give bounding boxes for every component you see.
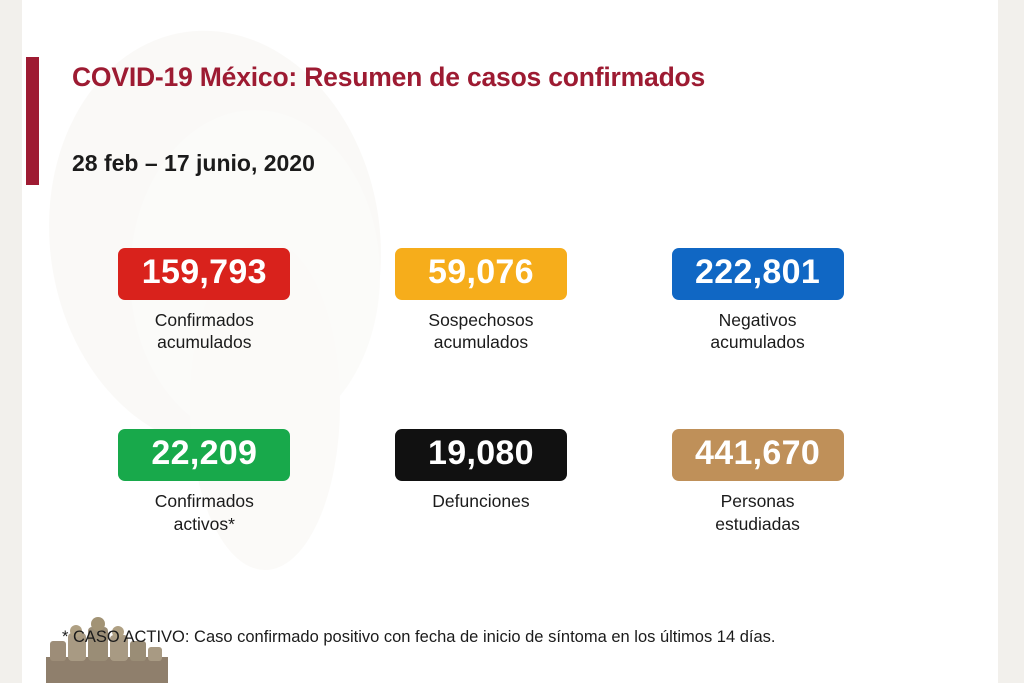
metric-negativos-acumulados [619,248,896,353]
metrics-row-2 [66,429,896,534]
metric-confirmados-acumulados [66,248,343,353]
metric-pill [672,429,844,481]
metric-sospechosos-acumulados [343,248,620,353]
metric-pill [118,429,290,481]
metric-caption-line2: acumulados [710,332,805,353]
metric-caption-line2: acumulados [157,332,252,353]
metric-value: 59,076 [428,253,534,291]
metric-pill [395,248,567,300]
metric-caption [710,309,804,354]
metric-caption-line1: Defunciones [432,491,530,512]
metric-value: 222,801 [695,253,821,291]
metric-caption-line2: acumulados [433,332,529,353]
title-accent-bar [26,57,39,185]
metric-caption [715,490,800,535]
metric-caption [155,490,254,535]
metric-pill [395,429,567,481]
metric-value: 441,670 [695,434,821,473]
metric-personas-estudiadas [619,429,896,534]
metric-value: 159,793 [141,253,267,291]
metric-caption [155,309,254,354]
footnote-caso-activo: * CASO ACTIVO: Caso confirmado positivo con fecha de inicio de síntoma en los últimos 14 días. [62,628,776,646]
metric-caption-line1: Negativos [718,309,797,330]
metric-value: 19,080 [428,434,534,473]
metric-caption [432,490,529,512]
metric-pill [672,248,844,300]
metric-caption-line1: Confirmados [154,309,254,330]
metric-caption [428,309,533,354]
metric-value: 22,209 [151,434,258,473]
metric-pill [118,248,290,300]
metric-caption-line2: estudiadas [715,513,800,534]
metric-defunciones [343,429,620,534]
metric-caption-line1: Confirmados [154,491,254,512]
metric-caption-line1: Sospechosos [428,309,534,330]
metric-caption-line2: activos* [173,513,235,534]
left-edge-band [0,0,22,683]
date-range-subtitle: 28 feb – 17 junio, 2020 [72,150,315,176]
metrics-grid [66,248,896,535]
metric-caption-line1: Personas [720,491,795,512]
page-title: COVID-19 México: Resumen de casos confirmados [72,62,706,92]
metric-confirmados-activos [66,429,343,534]
metrics-row-1 [66,248,896,353]
right-edge-band [998,0,1024,683]
